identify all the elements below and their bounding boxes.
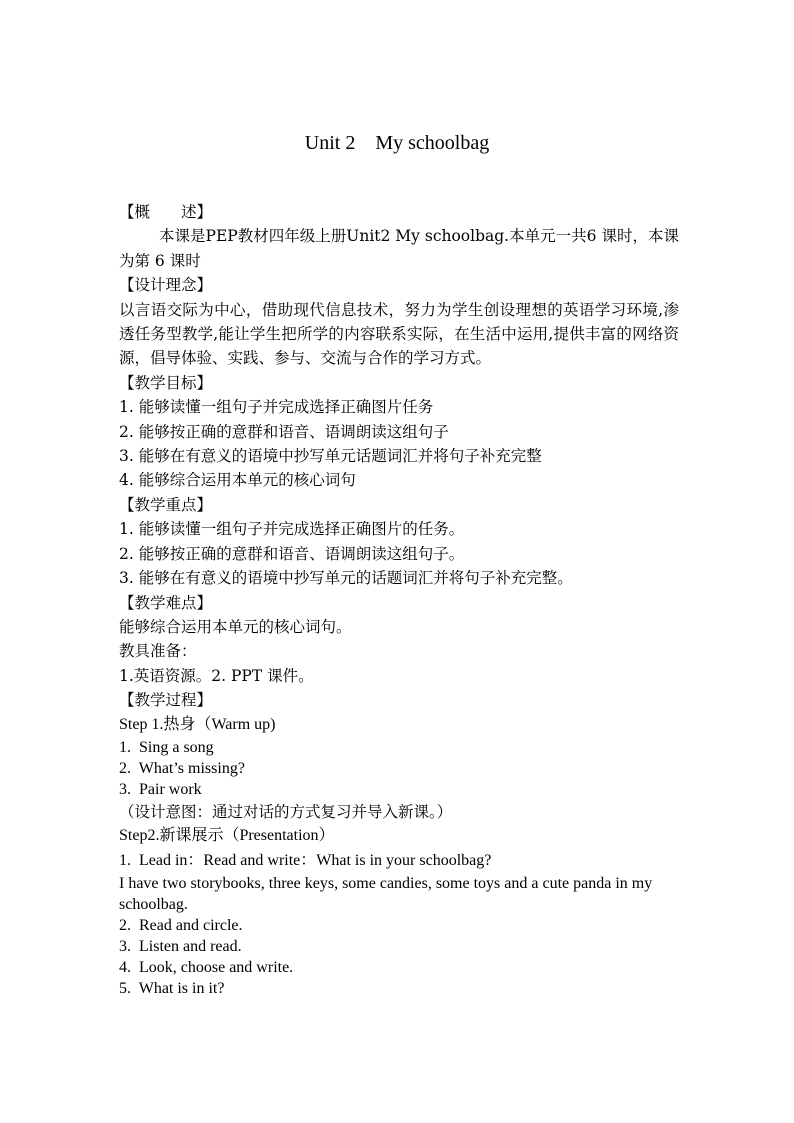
difficulties-text: 能够综合运用本单元的核心词句。 xyxy=(119,617,352,636)
step1-note: （设计意图：通过对话的方式复习并导入新课。） xyxy=(119,802,453,821)
key-point-item: 1. 能够读懂一组句子并完成选择正确图片的任务。 xyxy=(119,520,465,539)
overview-text: 本课是PEP教材四年级上册Unit2 My schoolbag.本单元一共6 课时，本课为第 6 课时 xyxy=(119,227,679,270)
objective-item: 1. 能够读懂一组句子并完成选择正确图片任务 xyxy=(119,398,434,417)
step2-item: 2. Read and circle. xyxy=(119,917,243,935)
objective-item: 2. 能够按正确的意群和语音、语调朗读这组句子 xyxy=(119,422,449,441)
step1-title: Step 1.热身（Warm up) xyxy=(119,715,276,733)
process-heading: 【教学过程】 xyxy=(119,691,213,710)
concept-text: 以言语交际为中心，借助现代信息技术，努力为学生创设理想的英语学习环境,渗透任务型教学,能让学生把所学的内容联系实际，在生活中运用,提供丰富的网络资源，倡导体验、实践、参与、交流与合作的学习方式。 xyxy=(119,300,679,368)
step2-item: 3. Listen and read. xyxy=(119,938,242,956)
step1-item: 1. Sing a song xyxy=(119,738,214,756)
objectives-heading: 【教学目标】 xyxy=(119,373,213,392)
materials-text: 1.英语资源。2. PPT 课件。 xyxy=(119,666,314,685)
step2-title: Step2.新课展示（Presentation） xyxy=(119,827,335,845)
difficulties-heading: 【教学难点】 xyxy=(119,593,213,612)
step2-item: 4. Look, choose and write. xyxy=(119,959,294,977)
objective-item: 4. 能够综合运用本单元的核心词句 xyxy=(119,471,356,490)
key-points-heading: 【教学重点】 xyxy=(119,495,213,514)
step2-item-text: I have two storybooks, three keys, some candies, some toys and a cute panda in my schoolbag. xyxy=(119,875,657,914)
step1-item: 2. What’s missing? xyxy=(119,759,245,777)
step2-item: 5. What is in it? xyxy=(119,980,225,998)
key-point-item: 2. 能够按正确的意群和语音、语调朗读这组句子。 xyxy=(119,544,465,563)
concept-heading: 【设计理念】 xyxy=(119,276,213,295)
lesson-plan-body xyxy=(119,200,679,999)
overview-heading: 【概 述】 xyxy=(119,203,213,221)
key-point-item: 3. 能够在有意义的语境中抄写单元的话题词汇并将句子补充完整。 xyxy=(119,569,573,588)
objective-item: 3. 能够在有意义的语境中抄写单元话题词汇并将句子补充完整 xyxy=(119,447,542,466)
page-title: Unit 2 My schoolbag xyxy=(304,132,490,154)
step2-item: 1. Lead in：Read and write：What is in your schoolbag? xyxy=(119,851,492,869)
materials-heading: 教具准备： xyxy=(119,642,197,661)
step1-item: 3. Pair work xyxy=(119,780,202,798)
